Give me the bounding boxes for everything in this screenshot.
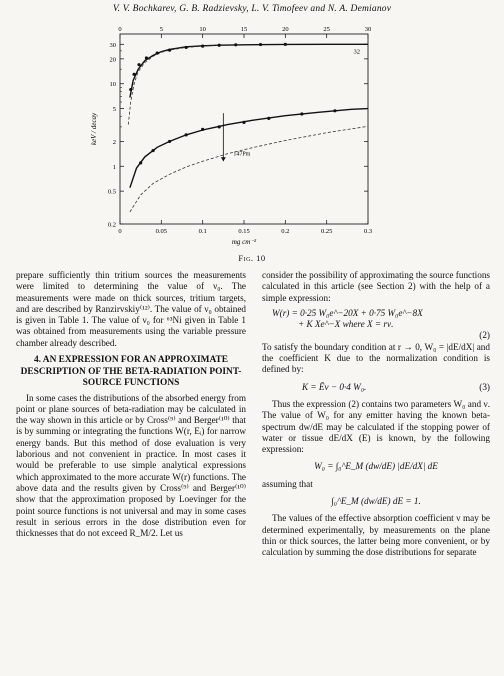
y-axis-label: keV / decay bbox=[90, 112, 98, 146]
y-tick-label: 2 bbox=[112, 138, 116, 146]
section-heading: 4. AN EXPRESSION FOR AN APPROXIMATE DESCRIPTION OF THE BETA-RADIATION POINT-SOURCE FUNCTIONS bbox=[20, 355, 242, 389]
equation-3 bbox=[302, 382, 490, 393]
equation-2 bbox=[272, 308, 490, 342]
right-paragraph-2: To satisfy the boundary condition at r → 0, W₀ = |dE/dX| and the coefficient K due to the normalization condition is defined by: bbox=[262, 341, 490, 375]
left-column bbox=[16, 270, 246, 539]
equation-5: ∫₀^E_M (dw/dE) dE = 1. bbox=[331, 496, 421, 507]
series-1-dashed-line bbox=[130, 126, 368, 212]
series-0-point bbox=[129, 88, 132, 91]
figure-caption: Fig. 10 bbox=[238, 253, 266, 263]
x-top-tick-label: 5 bbox=[159, 26, 163, 33]
series-1-point bbox=[139, 161, 142, 164]
series-0-dashed-line bbox=[128, 45, 219, 124]
series-1-point bbox=[201, 128, 204, 131]
equation-3-number: (3) bbox=[479, 381, 490, 392]
series-0-solid-line bbox=[130, 44, 368, 97]
series-1-point bbox=[168, 140, 171, 143]
equation-2-number: (2) bbox=[479, 330, 490, 341]
chart-plot bbox=[128, 43, 368, 212]
y-tick-label: 5 bbox=[112, 106, 116, 114]
series-0-point bbox=[156, 51, 159, 54]
y-tick-label: 30 bbox=[109, 41, 116, 49]
series-1-point bbox=[267, 117, 270, 120]
series-1-point bbox=[242, 121, 245, 124]
right-paragraph-3: Thus the expression (2) contains two parameters W₀ and ν. The value of W₀ for any emitter having the known beta-spectrum dw/dE may be calculated if the stopping power of water or tissue dE/dX (E) is known, by the following expression: bbox=[262, 398, 490, 455]
series-label-32: 32 bbox=[353, 48, 360, 56]
annotation-arrow-head bbox=[221, 157, 226, 161]
equation-2-line-2: + K Xe^−X where X = rν. bbox=[298, 319, 394, 330]
series-0-point bbox=[168, 49, 171, 52]
x-bottom-tick-label: 0.05 bbox=[155, 228, 168, 235]
right-paragraph-1: consider the possibility of approximating the source functions calculated in this article (see Section 2) with the help of a simple expression: bbox=[262, 270, 490, 303]
y-tick-label: 0.5 bbox=[107, 188, 116, 196]
figure-chart bbox=[0, 16, 504, 252]
y-tick-label: 20 bbox=[109, 56, 116, 64]
equation-3-body: K = Ēν − 0·4 W₀. bbox=[302, 381, 367, 392]
series-0-point bbox=[132, 73, 135, 76]
x-bottom-tick-label: 0 bbox=[118, 228, 122, 235]
left-paragraph-2: In some cases the distributions of the absorbed energy from point or plane sources of beta-radiation may be calculated in the way shown in this article or by Cross⁽⁹⁾ and Berger⁽¹⁰⁾ that is by summing or integrating the functions W(r, Eᵢ) for narrow energy bands. But this method of dose evaluation is very laborious and not convenient in practice. In most cases it would be preferable to use simple analytical expressions which approximated to the more accurate W(r) functions. The above data and the results given by Cross⁽⁹⁾ and Berger⁽¹⁰⁾ show that the approximation proposed by Loevinger for the point source functions is not universal and may in some cases result in serious errors in the dose distribution even for thicknesses that do not exceed R_M/2. Let us bbox=[16, 392, 246, 539]
series-0-point bbox=[185, 46, 188, 49]
series-0-point bbox=[201, 45, 204, 48]
x-bottom-tick-label: 0.15 bbox=[238, 228, 250, 235]
y-tick-label: 10 bbox=[109, 81, 116, 89]
series-1-point bbox=[185, 133, 188, 136]
series-label-147pm: 147Pm bbox=[233, 151, 251, 158]
series-1-point bbox=[333, 109, 336, 112]
chart-axes bbox=[90, 26, 372, 246]
right-column bbox=[262, 270, 490, 559]
x-bottom-tick-label: 0.2 bbox=[281, 228, 290, 235]
series-1-point bbox=[218, 125, 221, 128]
left-paragraph-1: prepare sufficiently thin tritium sources the measurements were limited to determining the value of ν₀. The measurements were made on thick sources, tritium targets, and are described by Ranzirvskiy⁽¹²⁾. The value of ν₀ obtained is given in Table 1. The value of ν₀ for ⁶³Ni given in Table 1 was obtained from measurements using the variable pressure chamber already described. bbox=[16, 270, 246, 348]
x-bottom-tick-label: 0.25 bbox=[320, 228, 333, 235]
series-0-point bbox=[259, 43, 262, 46]
page-header: V. V. Bochkarev, G. B. Radzievsky, L. V. Timofeev and N. A. Demianov bbox=[112, 4, 392, 14]
x-top-tick-label: 15 bbox=[240, 26, 248, 33]
series-1-point bbox=[151, 149, 154, 152]
right-paragraph-4: The values of the effective absorption coefficient ν may be determined experimentally, by measurements on the plane thin or thick sources, the latter being more convenient, or by calculation by summing the dose distributions for separate bbox=[262, 513, 490, 558]
series-1-point bbox=[300, 112, 303, 115]
series-0-point bbox=[145, 56, 148, 59]
equation-4: W₀ = ∫₀^E_M (dw/dE) |dE/dX| dE bbox=[314, 461, 438, 472]
x-top-tick-label: 25 bbox=[323, 26, 330, 33]
x-bottom-tick-label: 0.1 bbox=[198, 228, 207, 235]
y-tick-label: 0.2 bbox=[107, 221, 116, 229]
assuming-text: assuming that bbox=[262, 478, 313, 489]
x-axis-label: mg cm⁻² bbox=[231, 238, 257, 246]
x-top-tick-label: 0 bbox=[118, 26, 122, 33]
series-1-solid-line bbox=[130, 109, 368, 188]
x-top-tick-label: 20 bbox=[282, 26, 289, 33]
equation-2-line-1: W(r) = 0·25 W₀e^−20X + 0·75 W₀e^−8X bbox=[272, 307, 423, 318]
x-top-tick-label: 10 bbox=[199, 26, 206, 33]
series-0-point bbox=[137, 63, 140, 66]
series-0-point bbox=[234, 43, 237, 46]
series-0-point bbox=[218, 44, 221, 47]
x-top-tick-label: 30 bbox=[364, 26, 372, 33]
series-0-point bbox=[284, 43, 287, 46]
y-tick-label: 1 bbox=[112, 163, 116, 171]
x-bottom-tick-label: 0.3 bbox=[363, 228, 373, 235]
plot-frame bbox=[120, 34, 368, 224]
